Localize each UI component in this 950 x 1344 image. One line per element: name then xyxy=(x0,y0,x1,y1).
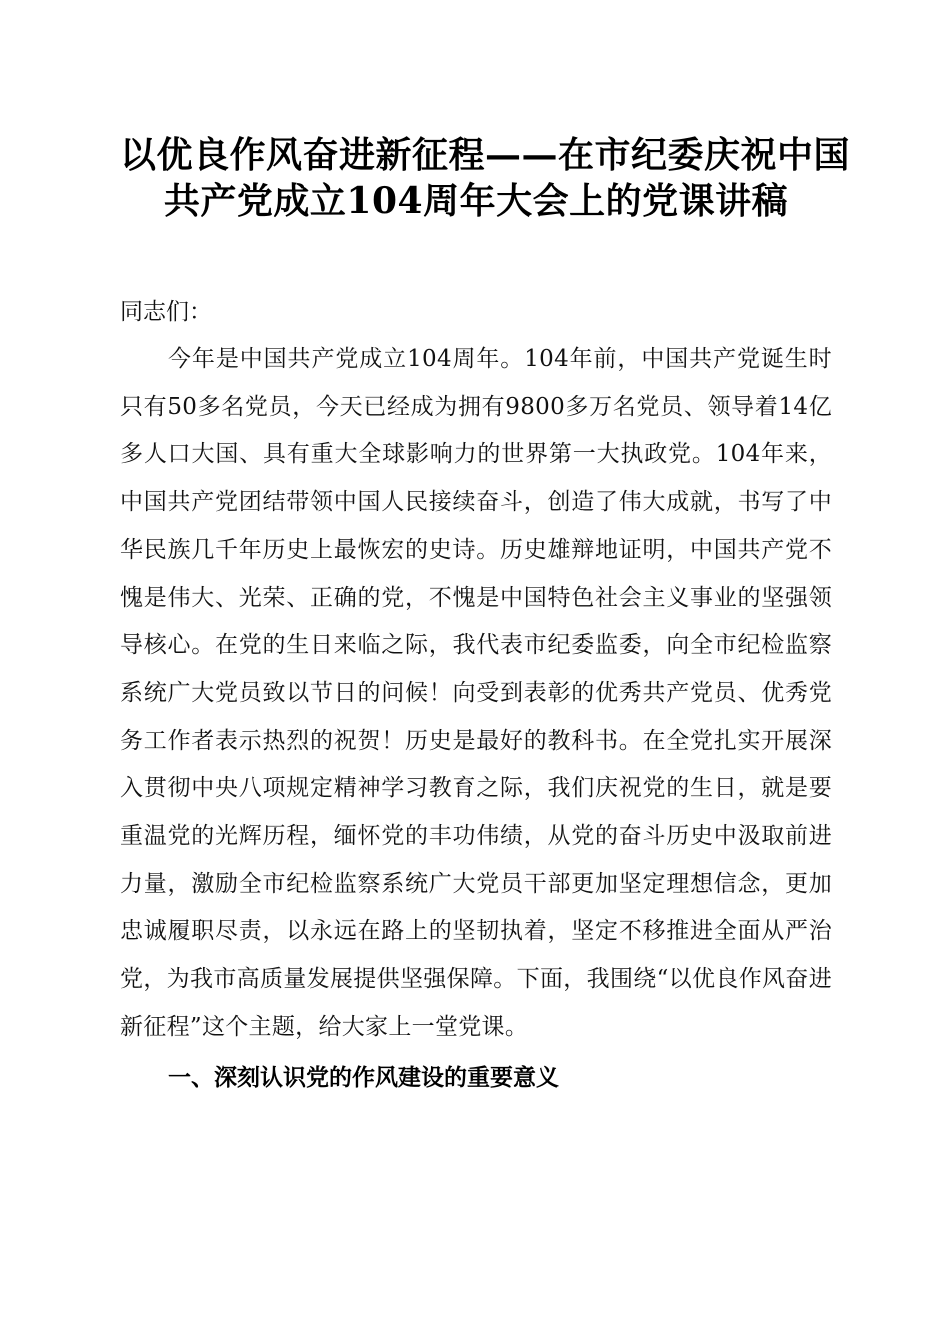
body-paragraph: 今年是中国共产党成立104周年。104年前，中国共产党诞生时只有50多名党员，今天已经成为拥有9800多万名党员、领导着14亿多人口大国、具有重大全球影响力的世界第一大执政党。104年来，中国共产党团结带领中国人民接续奋斗，创造了伟大成就，书写了中华民族几千年历史上最恢宏的史诗。历史雄辩地证明，中国共产党不愧是伟大、光荣、正确的党，不愧是中国特色社会主义事业的坚强领导核心。在党的生日来临之际，我代表市纪委监委，向全市纪检监察系统广大党员致以节日的问候！向受到表彰的优秀共产党员、优秀党务工作者表示热烈的祝贺！历史是最好的教科书。在全党扎实开展深入贯彻中央八项规定精神学习教育之际，我们庆祝党的生日，就是要重温党的光辉历程，缅怀党的丰功伟绩，从党的奋斗历史中汲取前进力量，激励全市纪检监察系统广大党员干部更加坚定理想信念，更加忠诚履职尽责，以永远在路上的坚韧执着，坚定不移推进全面从严治党，为我市高质量发展提供坚强保障。下面，我围绕“以优良作风奋进新征程”这个主题，给大家上一堂党课。 xyxy=(120,346,832,1040)
document-title xyxy=(120,132,851,224)
section-heading: 一、深刻认识党的作风建设的重要意义 xyxy=(168,1064,559,1091)
document-page xyxy=(120,132,851,1102)
salutation: 同志们： xyxy=(120,299,212,325)
title-line-2: 共产党成立104周年大会上的党课讲稿 xyxy=(163,180,789,222)
title-line-1: 以优良作风奋进新征程——在市纪委庆祝中国 xyxy=(120,134,851,176)
